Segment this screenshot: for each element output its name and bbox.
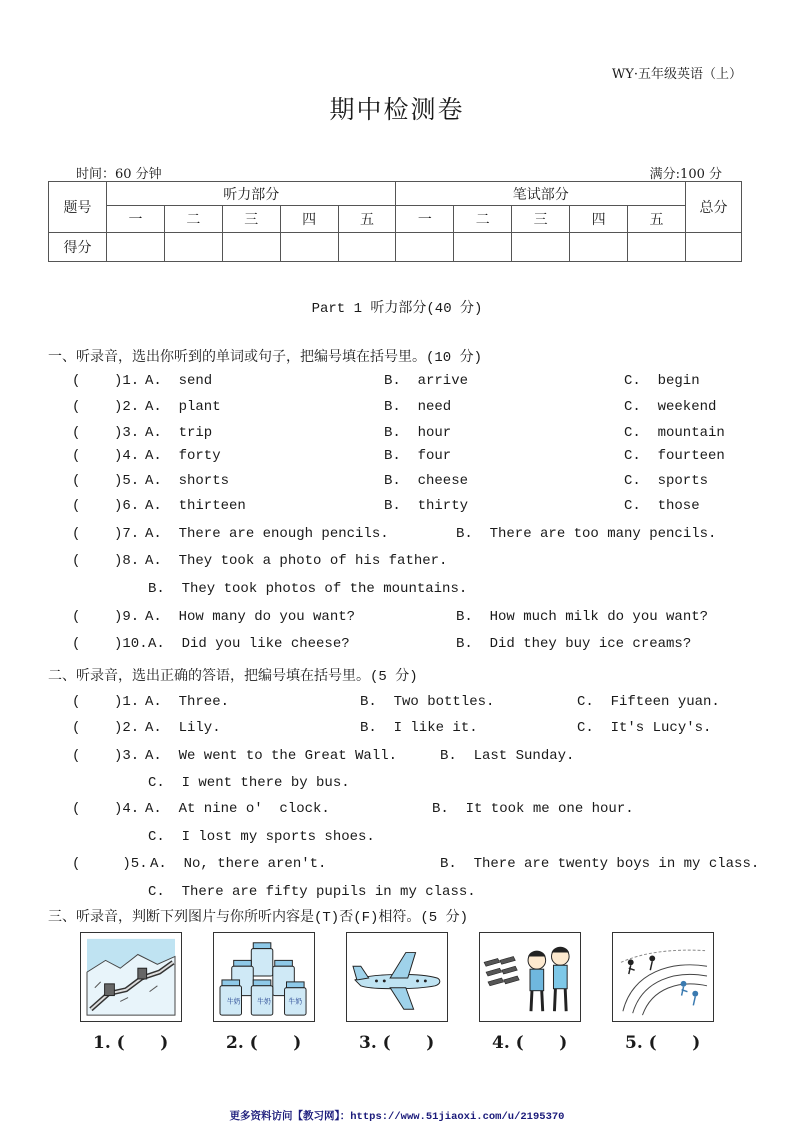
option-c: C. sports: [624, 473, 709, 489]
option-a: A. There are enough pencils.: [145, 526, 389, 542]
option-a: A. trip: [145, 425, 213, 441]
score-cell[interactable]: [686, 233, 742, 262]
option-c: C. Fifteen yuan.: [577, 694, 720, 710]
time-limit: 时间：60 分钟: [76, 167, 162, 182]
sports-field-picture: [612, 932, 714, 1022]
option-b: B. arrive: [384, 373, 469, 389]
numeral-cell: 四: [280, 206, 338, 233]
listening-header: 听力部分: [107, 182, 396, 206]
option-b: B. cheese: [384, 473, 469, 489]
option-a: A. forty: [145, 448, 221, 464]
bracket: ( )7.: [72, 526, 140, 542]
option-a: A. They took a photo of his father.: [145, 553, 448, 569]
numeral-cell: 一: [107, 206, 165, 233]
numeral-cell: 三: [512, 206, 570, 233]
sports-field-icon: [613, 933, 713, 1021]
bracket: ( )1.: [72, 694, 140, 710]
option-a: A. Three.: [145, 694, 230, 710]
option-a: A. shorts: [145, 473, 230, 489]
bracket: ( )10.: [72, 636, 148, 652]
option-c: C. begin: [624, 373, 700, 389]
option-a: A. At nine o' clock.: [145, 801, 330, 817]
bracket: ( )2.: [72, 720, 140, 736]
option-b: B. thirty: [384, 498, 469, 514]
score-cell[interactable]: [222, 233, 280, 262]
picture-answer-3[interactable]: 3. ( ): [359, 1033, 435, 1053]
bracket: ( )8.: [72, 553, 140, 569]
score-cell[interactable]: [512, 233, 570, 262]
bracket: ( )5.: [72, 473, 140, 489]
bracket: ( )9.: [72, 609, 140, 625]
option-c: C. weekend: [624, 399, 717, 415]
option-b: B. How much milk do you want?: [456, 609, 709, 625]
bracket: ( )6.: [72, 498, 140, 514]
score-cell[interactable]: [396, 233, 454, 262]
great-wall-picture: [80, 932, 182, 1022]
total-header: 总分: [686, 182, 742, 233]
row-label-number: 题号: [49, 182, 107, 233]
option-a: A. Lily.: [145, 720, 221, 736]
section2-heading: 二、听录音，选出正确的答语，把编号填在括号里。(5 分): [48, 669, 418, 685]
milk-bottles-picture: [213, 932, 315, 1022]
page-title: 期中检测卷: [329, 95, 465, 124]
score-cell[interactable]: [570, 233, 628, 262]
bracket: ( )4.: [72, 801, 140, 817]
option-c: C. I went there by bus.: [148, 775, 350, 791]
score-cell[interactable]: [164, 233, 222, 262]
score-table: [48, 181, 742, 262]
row-label-score: 得分: [49, 233, 107, 262]
score-cell[interactable]: [280, 233, 338, 262]
children-pencils-picture: [479, 932, 581, 1022]
full-score: 满分:100 分: [649, 167, 722, 182]
score-cell[interactable]: [454, 233, 512, 262]
milk-label: 牛奶: [257, 997, 271, 1006]
picture-answer-1[interactable]: 1. ( ): [93, 1033, 169, 1053]
option-b: B. Two bottles.: [360, 694, 495, 710]
option-b: B. It took me one hour.: [432, 801, 634, 817]
numeral-cell: 三: [222, 206, 280, 233]
option-b: B. need: [384, 399, 452, 415]
option-a: A. How many do you want?: [145, 609, 356, 625]
option-b: B. I like it.: [360, 720, 478, 736]
option-a: A. Did you like cheese?: [148, 636, 350, 652]
option-a: A. thirteen: [145, 498, 246, 514]
option-c: C. It's Lucy's.: [577, 720, 712, 736]
option-a: A. We went to the Great Wall.: [145, 748, 398, 764]
option-c: C. mountain: [624, 425, 725, 441]
written-header: 笔试部分: [396, 182, 686, 206]
picture-answer-4[interactable]: 4. ( ): [492, 1033, 568, 1053]
option-b: B. four: [384, 448, 452, 464]
option-a: A. send: [145, 373, 213, 389]
picture-answer-5[interactable]: 5. ( ): [625, 1033, 701, 1053]
score-cell[interactable]: [628, 233, 686, 262]
part1-heading: Part 1 听力部分(40 分): [311, 301, 483, 317]
numeral-cell: 二: [164, 206, 222, 233]
milk-label: 牛奶: [288, 997, 303, 1006]
option-b: B. Did they buy ice creams?: [456, 636, 692, 652]
footer-link[interactable]: 更多资料访问【教习网】：https://www.51jiaoxi.com/u/2195370: [229, 1111, 565, 1123]
numeral-cell: 四: [570, 206, 628, 233]
option-b: B. There are too many pencils.: [456, 526, 717, 542]
section3-heading: 三、听录音，判断下列图片与你所听内容是(T)否(F)相符。(5 分): [48, 910, 469, 926]
numeral-cell: 五: [338, 206, 396, 233]
plane-icon: [347, 933, 447, 1021]
section1-heading: 一、听录音，选出你听到的单词或句子，把编号填在括号里。(10 分): [48, 350, 483, 366]
option-b: B. hour: [384, 425, 452, 441]
bracket: ( )4.: [72, 448, 140, 464]
option-c: C. fourteen: [624, 448, 725, 464]
picture-answer-2[interactable]: 2. ( ): [226, 1033, 302, 1053]
bracket: ( )5.: [72, 856, 148, 872]
numeral-cell: 五: [628, 206, 686, 233]
score-cell[interactable]: [338, 233, 396, 262]
milk-label: 牛奶: [226, 997, 241, 1006]
plane-picture: [346, 932, 448, 1022]
bracket: ( )3.: [72, 425, 140, 441]
score-cell[interactable]: [107, 233, 165, 262]
option-c: C. I lost my sports shoes.: [148, 829, 375, 845]
option-c: C. There are fifty pupils in my class.: [148, 884, 476, 900]
option-c: C. those: [624, 498, 700, 514]
bracket: ( )1.: [72, 373, 140, 389]
bracket: ( )3.: [72, 748, 140, 764]
subject-tag: WY·五年级英语（上）: [611, 67, 742, 82]
great-wall-icon: [81, 933, 181, 1021]
bracket: ( )2.: [72, 399, 140, 415]
children-pencils-icon: [480, 933, 580, 1021]
numeral-cell: 二: [454, 206, 512, 233]
option-b: B. Last Sunday.: [440, 748, 575, 764]
option-b: B. There are twenty boys in my class.: [440, 856, 760, 872]
option-b: B. They took photos of the mountains.: [148, 581, 468, 597]
option-a: A. plant: [145, 399, 221, 415]
option-a: A. No, there aren't.: [150, 856, 327, 872]
milk-bottles-icon: [214, 933, 314, 1021]
numeral-cell: 一: [396, 206, 454, 233]
